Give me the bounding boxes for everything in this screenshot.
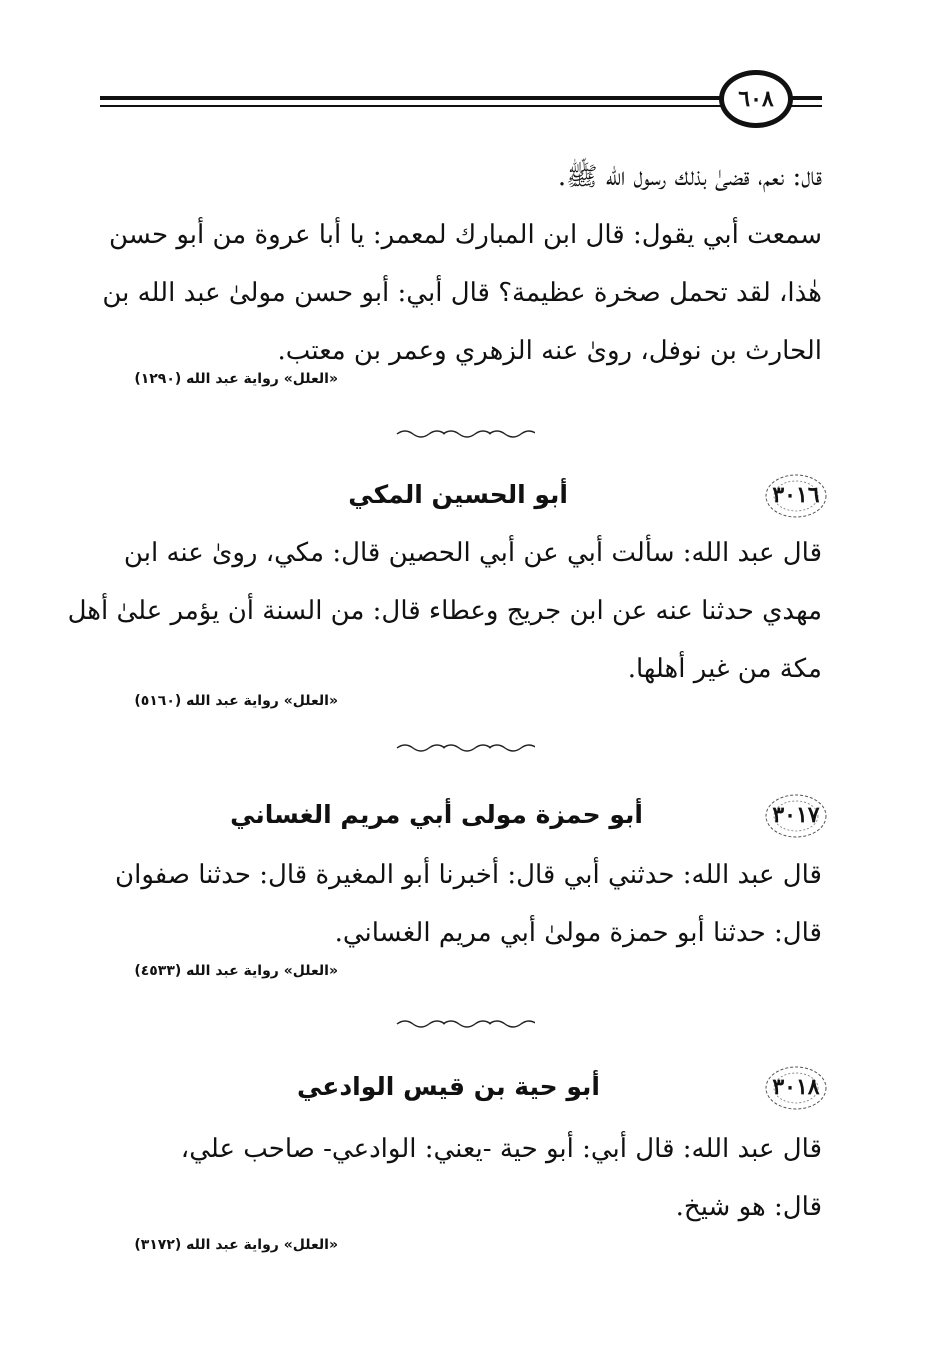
entry-number-badge bbox=[762, 792, 830, 840]
header-rule-right-thin bbox=[790, 105, 822, 107]
page-number-text: ٦٠٨ bbox=[738, 86, 774, 112]
ornamental-divider-icon bbox=[395, 428, 535, 440]
source-citation: «العلل» رواية عبد الله (١٢٩٠) bbox=[134, 371, 338, 387]
paragraph-line: مكة من غير أهلها. bbox=[627, 654, 822, 684]
paragraph-line: قال: حدثنا أبو حمزة مولىٰ أبي مريم الغساني. bbox=[334, 918, 822, 948]
paragraph-line: الحارث بن نوفل، روىٰ عنه الزهري وعمر بن معتب. bbox=[277, 336, 822, 366]
paragraph-line: قال: هو شيخ. bbox=[675, 1192, 822, 1222]
page-number bbox=[719, 70, 793, 128]
ornamental-divider-icon bbox=[395, 1018, 535, 1030]
source-citation: «العلل» رواية عبد الله (٥١٦٠) bbox=[134, 693, 338, 709]
paragraph-entry-3018 bbox=[98, 1120, 822, 1236]
header-rule-right bbox=[790, 96, 822, 100]
entry-number: ٣٠١٦ bbox=[772, 482, 820, 508]
entry-number: ٣٠١٧ bbox=[772, 802, 820, 828]
paragraph-line: هٰذا، لقد تحمل صخرة عظيمة؟ قال أبي: أبو حسن مولىٰ عبد الله بن bbox=[102, 278, 822, 308]
paragraph-0 bbox=[98, 148, 822, 380]
paragraph-entry-3017 bbox=[98, 846, 822, 962]
paragraph-entry-3016 bbox=[67, 524, 822, 698]
entry-title: أبو الحسين المكي bbox=[348, 480, 568, 509]
source-citation: «العلل» رواية عبد الله (٤٥٣٣) bbox=[134, 963, 338, 979]
entry-number-badge bbox=[762, 472, 830, 520]
entry-number-badge bbox=[762, 1064, 830, 1112]
paragraph-line: مهدي حدثنا عنه عن ابن جريج وعطاء قال: من السنة أن يؤمر علىٰ أهل bbox=[67, 596, 822, 626]
paragraph-line: قال عبد الله: قال أبي: أبو حية -يعني: الوادعي- صاحب علي، bbox=[180, 1134, 822, 1164]
entry-title: أبو حمزة مولى أبي مريم الغساني bbox=[230, 800, 643, 829]
entry-number: ٣٠١٨ bbox=[772, 1074, 820, 1100]
header-rule bbox=[100, 96, 730, 100]
header-rule-thin bbox=[100, 105, 730, 107]
paragraph-line: قال: نعم، قضىٰ بذلك رسول الله ﷺ. bbox=[557, 162, 822, 192]
paragraph-line: سمعت أبي يقول: قال ابن المبارك لمعمر: يا أبا عروة من أبو حسن bbox=[109, 220, 822, 250]
paragraph-line: قال عبد الله: حدثني أبي قال: أخبرنا أبو المغيرة قال: حدثنا صفوان bbox=[115, 860, 822, 890]
entry-title: أبو حية بن قيس الوادعي bbox=[296, 1072, 600, 1101]
source-citation: «العلل» رواية عبد الله (٣١٧٢) bbox=[134, 1237, 338, 1253]
paragraph-line: قال عبد الله: سألت أبي عن أبي الحصين قال: مكي، روىٰ عنه ابن bbox=[123, 538, 822, 568]
ornamental-divider-icon bbox=[395, 742, 535, 754]
